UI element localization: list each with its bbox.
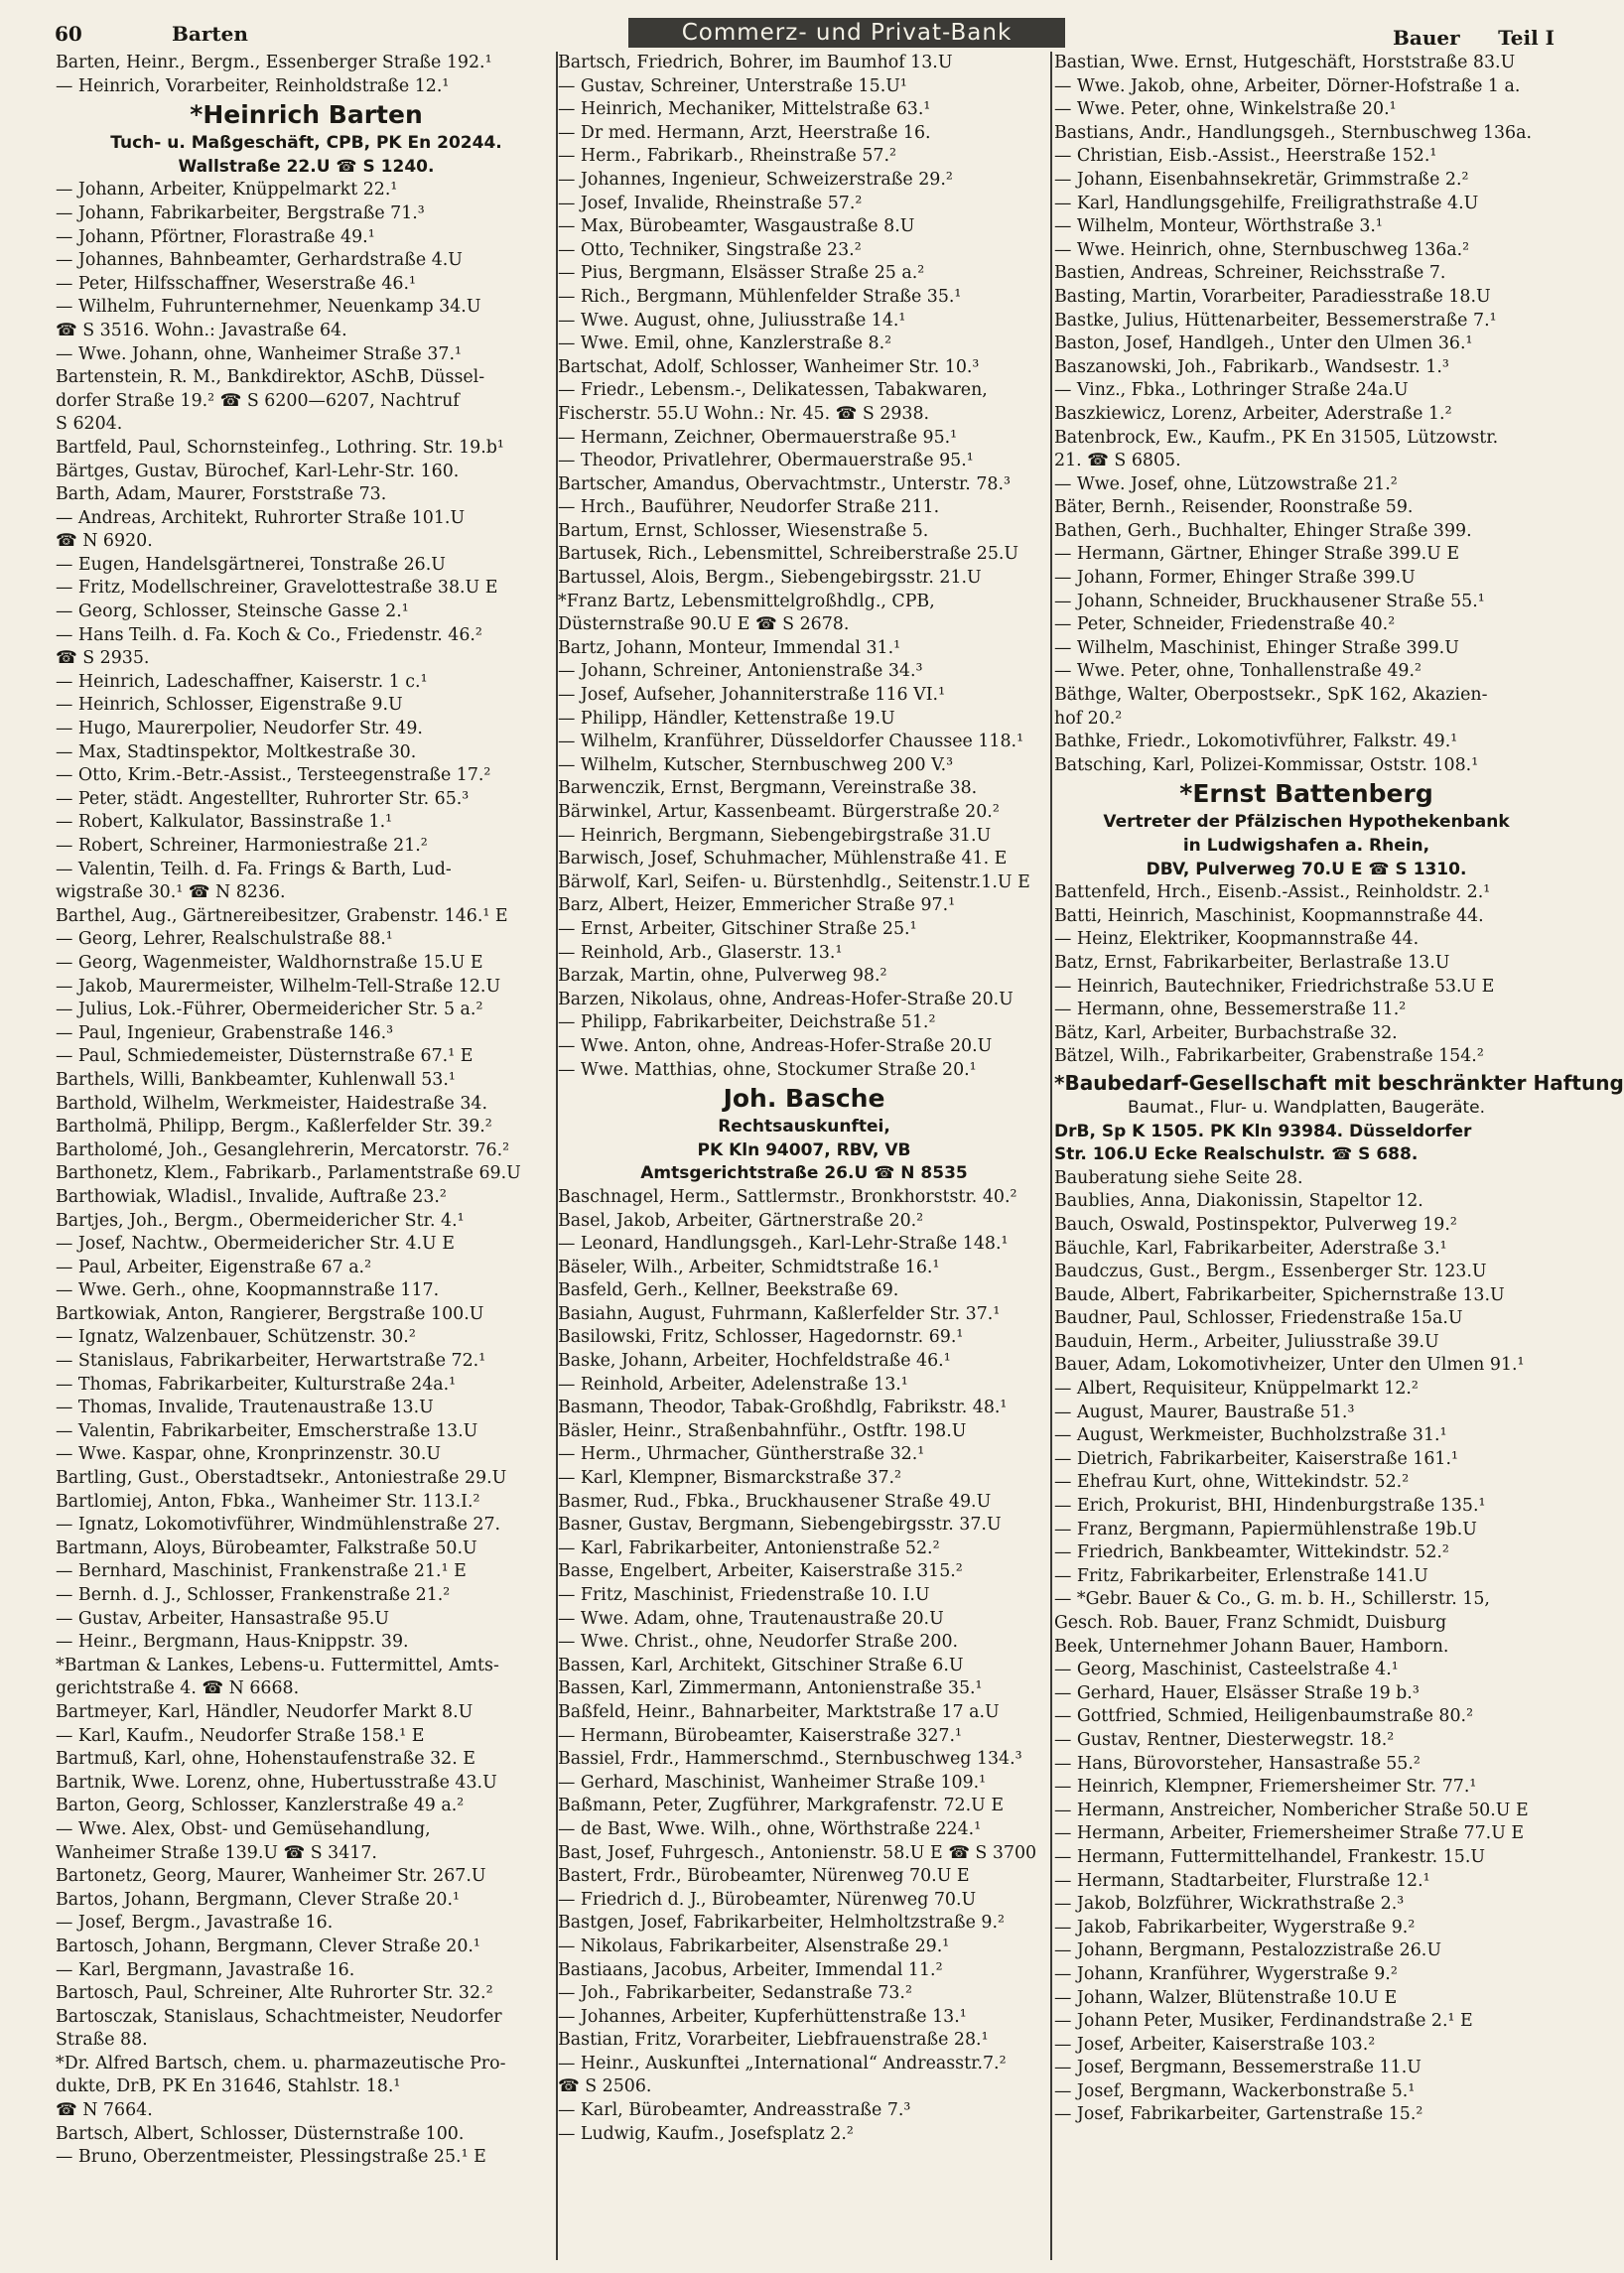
directory-entry-line: Barth, Adam, Maurer, Forststraße 73. (56, 484, 387, 505)
advert-line: Joh. Basche (723, 1084, 885, 1114)
directory-entry-line: wigstraße 30.¹ ☎ N 8236. (56, 882, 286, 903)
directory-entry-line: Fischerstr. 55.U Wohn.: Nr. 45. ☎ S 2938. (558, 403, 930, 424)
directory-entry-line: — Wwe. Kaspar, ohne, Kronprinzenstr. 30.U (56, 1444, 442, 1465)
directory-entry-line: Straße 88. (56, 2030, 148, 2051)
directory-entry-line: — Albert, Requisiteur, Knüppelmarkt 12.² (1054, 1379, 1419, 1400)
directory-entry-line: — Heinrich, Schlosser, Eigenstraße 9.U (56, 695, 403, 716)
directory-entry-line: — Josef, Fabrikarbeiter, Gartenstraße 15.² (1054, 2104, 1423, 2125)
directory-entry-line: — Max, Bürobeamter, Wasgaustraße 8.U (558, 216, 915, 237)
advert-line: Vertreter der Pfälzischen Hypothekenbank (1103, 812, 1510, 833)
directory-entry-line: Basfeld, Gerh., Kellner, Beekstraße 69. (558, 1280, 899, 1301)
directory-entry-line: — Wwe. Heinrich, ohne, Sternbuschweg 136a.² (1054, 239, 1470, 260)
directory-entry-line: — Ehefrau Kurt, ohne, Wittekindstr. 52.² (1054, 1472, 1410, 1493)
directory-entry-line: — Wwe. Anton, ohne, Andreas-Hofer-Straße 20.U (558, 1035, 993, 1056)
directory-entry-line: gerichtstraße 4. ☎ N 6668. (56, 1678, 300, 1699)
directory-entry-line: Basmann, Theodor, Tabak-Großhdlg, Fabrikstr. 48.¹ (558, 1398, 1008, 1418)
directory-entry-line: dukte, DrB, PK En 31646, Stahlstr. 18.¹ (56, 2076, 401, 2097)
directory-entry-line: — Theodor, Privatlehrer, Obermauerstraße 95.¹ (558, 451, 974, 471)
directory-entry-line: Bartmeyer, Karl, Händler, Neudorfer Markt 8.U (56, 1701, 474, 1722)
directory-entry-line: — Karl, Kaufm., Neudorfer Straße 158.¹ E (56, 1725, 425, 1746)
directory-entry-line: — Wwe. Josef, ohne, Lützowstraße 21.² (1054, 473, 1398, 494)
directory-entry-line: Barwenczik, Ernst, Bergmann, Vereinstraße 38. (558, 778, 978, 799)
directory-entry-line: — Ludwig, Kaufm., Josefsplatz 2.² (558, 2123, 854, 2144)
directory-entry-line: Bartnik, Wwe. Lorenz, ohne, Hubertusstraße 43.U (56, 1772, 497, 1793)
directory-entry-line: Bastien, Andreas, Schreiner, Reichsstraße 7. (1054, 263, 1446, 284)
directory-entry-line: Bärwolf, Karl, Seifen- u. Bürstenhdlg., Seitenstr.1.U E (558, 871, 1030, 892)
directory-entry-line: Bauch, Oswald, Postinspektor, Pulverweg 19.² (1054, 1214, 1457, 1235)
directory-entry-line: — August, Maurer, Baustraße 51.³ (1054, 1402, 1355, 1422)
directory-entry-line: — Hugo, Maurerpolier, Neudorfer Str. 49. (56, 719, 423, 739)
directory-entry-line: — Fritz, Fabrikarbeiter, Erlenstraße 141.U (1054, 1565, 1428, 1586)
directory-entry-line: — August, Werkmeister, Buchholzstraße 31.¹ (1054, 1425, 1447, 1446)
advert-line: PK Kln 94007, RBV, VB (697, 1139, 911, 1160)
directory-entry-line: — Wilhelm, Monteur, Wörthstraße 3.¹ (1054, 216, 1383, 237)
directory-entry-line: — Bernh. d. J., Schlosser, Frankenstraße 21.² (56, 1585, 451, 1605)
column-right (1054, 52, 1624, 2260)
directory-entry-line: — Friedrich d. J., Bürobeamter, Nürenweg 70.U (558, 1889, 977, 1910)
directory-entry-line: Barzak, Martin, ohne, Pulverweg 98.² (558, 966, 887, 987)
directory-entry-line: hof 20.² (1054, 708, 1123, 729)
advert-line: Str. 106.U Ecke Realschulstr. ☎ S 688. (1054, 1144, 1419, 1165)
directory-entry-line: — Johann Peter, Musiker, Ferdinandstraße 2.¹ E (1054, 2011, 1473, 2032)
directory-entry-line: Baßmann, Peter, Zugführer, Markgrafenstr. 72.U E (558, 1796, 1005, 1816)
directory-entry-line: Bäter, Bernh., Reisender, Roonstraße 59. (1054, 497, 1414, 518)
directory-entry-line: Bastiaans, Jacobus, Arbeiter, Immendal 11.² (558, 1959, 943, 1980)
directory-entry-line: — Karl, Fabrikarbeiter, Antonienstraße 52.² (558, 1538, 940, 1558)
directory-entry-line: Bartum, Ernst, Schlosser, Wiesenstraße 5. (558, 520, 929, 541)
directory-entry-line: Barton, Georg, Schlosser, Kanzlerstraße 49 a.² (56, 1796, 465, 1816)
directory-entry-line: — Hermann, Futtermittelhandel, Frankestr. 15.U (1054, 1846, 1486, 1867)
directory-entry-line: — Johann, Arbeiter, Knüppelmarkt 22.¹ (56, 180, 398, 201)
directory-entry-line: — Dietrich, Fabrikarbeiter, Kaiserstraße 161.¹ (1054, 1448, 1458, 1469)
directory-entry-line: — Hermann, Arbeiter, Friemersheimer Straße 77.U E (1054, 1823, 1525, 1844)
directory-entry-line: Basse, Engelbert, Arbeiter, Kaiserstraße 315.² (558, 1561, 963, 1582)
directory-entry-line: Basel, Jakob, Arbeiter, Gärtnerstraße 20.² (558, 1210, 924, 1231)
directory-entry-line: Bastian, Wwe. Ernst, Hutgeschäft, Horststraße 83.U (1054, 53, 1516, 72)
directory-entry-line: Bastian, Fritz, Vorarbeiter, Liebfrauenstraße 28.¹ (558, 2030, 989, 2051)
directory-entry-line: — Hermann, ohne, Bessemerstraße 11.² (1054, 1000, 1407, 1020)
directory-entry-line: — Hermann, Stadtarbeiter, Flurstraße 12.¹ (1054, 1870, 1430, 1891)
directory-entry-line: Bartsch, Albert, Schlosser, Düsternstraße 100. (56, 2123, 465, 2144)
directory-entry-line: — Josef, Bergmann, Wackerbonstraße 5.¹ (1054, 2080, 1416, 2101)
directory-entry-line: Baudner, Paul, Schlosser, Friedenstraße 15a.U (1054, 1308, 1463, 1329)
directory-entry-line: — Heinr., Auskunftei „International“ Andreasstr.7.² (558, 2053, 1007, 2073)
directory-entry-line: — Karl, Klempner, Bismarckstraße 37.² (558, 1468, 902, 1489)
directory-entry-line: — Heinrich, Ladeschaffner, Kaiserstr. 1 c.¹ (56, 671, 428, 692)
directory-entry-line: — Philipp, Fabrikarbeiter, Deichstraße 51.² (558, 1012, 936, 1033)
directory-entry-line: — Hermann, Zeichner, Obermauerstraße 95.¹ (558, 427, 958, 448)
directory-entry-line: — Josef, Invalide, Rheinstraße 57.² (558, 193, 863, 213)
directory-entry-line: Bartling, Gust., Oberstadtsekr., Antoniestraße 29.U (56, 1468, 507, 1489)
directory-entry-line: Basilowski, Fritz, Schlosser, Hagedornstr. 69.¹ (558, 1327, 964, 1348)
directory-entry-line: — Georg, Schlosser, Steinsche Gasse 2.¹ (56, 602, 409, 622)
directory-entry-line: — Johann, Schneider, Bruckhausener Straße 55.¹ (1054, 591, 1485, 611)
directory-entry-line: — Karl, Bürobeamter, Andreasstraße 7.³ (558, 2100, 911, 2121)
directory-entry-line: — Hermann, Anstreicher, Nombericher Straße 50.U E (1054, 1800, 1529, 1820)
directory-entry-line: — Peter, städt. Angestellter, Ruhrorter Str. 65.³ (56, 788, 470, 809)
directory-entry-line: Düsternstraße 90.U E ☎ S 2678. (558, 614, 850, 635)
directory-entry-line: Batz, Ernst, Fabrikarbeiter, Berlastraße 13.U (1054, 952, 1450, 973)
directory-entry-line: — Otto, Krim.-Betr.-Assist., Tersteegenstraße 17.² (56, 765, 491, 786)
directory-entry-line: Barthowiak, Wladisl., Invalide, Auftraße 23.² (56, 1186, 447, 1207)
directory-entry-line: — Georg, Maschinist, Casteelstraße 4.¹ (1054, 1660, 1399, 1680)
advert-line: Baumat., Flur- u. Wandplatten, Baugeräte. (1127, 1097, 1486, 1118)
directory-entry-line: Baske, Johann, Arbeiter, Hochfeldstraße 46.¹ (558, 1351, 951, 1372)
directory-entry-line: — Valentin, Teilh. d. Fa. Frings & Barth, Lud- (56, 859, 452, 879)
directory-entry-line: — Hermann, Gärtner, Ehinger Straße 399.U E (1054, 544, 1460, 565)
directory-entry-line: — Pius, Bergmann, Elsässer Straße 25 a.² (558, 263, 925, 284)
directory-entry-line: Bastians, Andr., Handlungsgeh., Sternbuschweg 136a. (1054, 122, 1532, 143)
directory-entry-line: Bäthge, Walter, Oberpostsekr., SpK 162, Akazien- (1054, 685, 1488, 706)
directory-entry-line: — Wwe. Adam, ohne, Trautenaustraße 20.U (558, 1608, 944, 1629)
directory-entry-line: — Josef, Arbeiter, Kaiserstraße 103.² (1054, 2034, 1376, 2055)
directory-entry-line: Bärwinkel, Artur, Kassenbeamt. Bürgerstraße 20.² (558, 802, 1000, 822)
directory-entry-line: — Bruno, Oberzentmeister, Plessingstraße 25.¹ E (56, 2147, 486, 2168)
directory-entry-line: Bathke, Friedr., Lokomotivführer, Falkstr. 49.¹ (1054, 732, 1458, 752)
page-number: 60 (55, 22, 82, 46)
page-header (55, 18, 1555, 52)
directory-entry-line: Baude, Albert, Fabrikarbeiter, Spichernstraße 13.U (1054, 1284, 1505, 1305)
directory-entry-line: — Joh., Fabrikarbeiter, Sedanstraße 73.² (558, 1983, 912, 2004)
directory-entry-line: — Heinrich, Mechaniker, Mittelstraße 63.¹ (558, 99, 931, 120)
directory-entry-line: Battenfeld, Hrch., Eisenb.-Assist., Reinholdstr. 2.¹ (1054, 882, 1491, 903)
directory-entry-line: — Johann, Walzer, Blütenstraße 10.U E (1054, 1987, 1398, 2008)
directory-entry-line: — Vinz., Fbka., Lothringer Straße 24a.U (1054, 380, 1409, 401)
directory-entry-line: — Wilhelm, Fuhrunternehmer, Neuenkamp 34.U (56, 297, 481, 318)
directory-entry-line: Bäuchle, Karl, Fabrikarbeiter, Aderstraße 3.¹ (1054, 1238, 1447, 1259)
directory-entry-line: Bauduin, Herm., Arbeiter, Juliusstraße 39.U (1054, 1331, 1439, 1352)
directory-entry-line: — Valentin, Fabrikarbeiter, Emscherstraße 13.U (56, 1420, 478, 1441)
directory-entry-line: Bauberatung siehe Seite 28. (1054, 1167, 1303, 1188)
directory-entry-line: — Erich, Prokurist, BHI, Hindenburgstraße 135.¹ (1054, 1496, 1486, 1517)
directory-entry-line: — Johann, Fabrikarbeiter, Bergstraße 71.³ (56, 202, 425, 223)
bank-advert-banner: Commerz- und Privat-Bank (628, 18, 1065, 48)
directory-entry-line: Baudczus, Gust., Bergm., Essenberger Str. 123.U (1054, 1262, 1487, 1282)
directory-entry-line: Bartos, Johann, Bergmann, Clever Straße 20.¹ (56, 1889, 460, 1910)
directory-entry-line: — Christian, Eisb.-Assist., Heerstraße 152.¹ (1054, 146, 1437, 167)
directory-entry-line: — Peter, Hilfsschaffner, Weserstraße 46.¹ (56, 273, 416, 294)
directory-entry-line: — Julius, Lok.-Führer, Obermeidericher Str. 5 a.² (56, 1000, 483, 1020)
directory-entry-line: Baszkiewicz, Lorenz, Arbeiter, Aderstraße 1.² (1054, 403, 1452, 424)
running-head-left: Barten (172, 22, 248, 46)
directory-entry-line: — Johann, Kranführer, Wygerstraße 9.² (1054, 1963, 1398, 1984)
directory-entry-line: Bartosch, Johann, Bergmann, Clever Straße 20.¹ (56, 1936, 480, 1956)
directory-entry-line: Basting, Martin, Vorarbeiter, Paradiesstraße 18.U (1054, 286, 1491, 307)
directory-entry-line: — Paul, Arbeiter, Eigenstraße 67 a.² (56, 1257, 372, 1277)
directory-entry-line: Bastke, Julius, Hüttenarbeiter, Bessemerstraße 7.¹ (1054, 310, 1497, 331)
directory-entry-line: Bartenstein, R. M., Bankdirektor, ASchB, Düssel- (56, 367, 485, 388)
directory-entry-line: — Fritz, Maschinist, Friedenstraße 10. I.U (558, 1585, 930, 1605)
directory-entry-line: — Josef, Nachtw., Obermeidericher Str. 4.U E (56, 1234, 455, 1255)
directory-entry-line: Bartusek, Rich., Lebensmittel, Schreiberstraße 25.U (558, 544, 1019, 565)
directory-entry-line: — Otto, Techniker, Singstraße 23.² (558, 239, 862, 260)
directory-entry-line: — Johann, Bergmann, Pestalozzistraße 26.U (1054, 1940, 1441, 1961)
column-left (56, 52, 557, 2260)
directory-entry-line: — Gerhard, Maschinist, Wanheimer Straße 109.¹ (558, 1772, 987, 1793)
directory-entry-line: Baston, Josef, Handlgeh., Unter den Ulmen 36.¹ (1054, 334, 1473, 354)
directory-entry-line: Gesch. Rob. Bauer, Franz Schmidt, Duisburg (1054, 1613, 1447, 1633)
directory-entry-line: — Rich., Bergmann, Mühlenfelder Straße 35.¹ (558, 286, 962, 307)
directory-entry-line: Basner, Gustav, Bergmann, Siebengebirgsstr. 37.U (558, 1515, 1002, 1536)
directory-entry-line: Bartschat, Adolf, Schlosser, Wanheimer Str. 10.³ (558, 356, 980, 377)
directory-entry-line: Bäseler, Wilh., Arbeiter, Schmidtstraße 16.¹ (558, 1257, 940, 1277)
directory-entry-line: Bartscher, Amandus, Obervachtmstr., Unterstr. 78.³ (558, 473, 1011, 494)
directory-entry-line: — Reinhold, Arbeiter, Adelenstraße 13.¹ (558, 1374, 908, 1395)
directory-entry-line: — Georg, Lehrer, Realschulstraße 88.¹ (56, 929, 393, 950)
column-middle (558, 52, 1050, 2260)
advert-line: Rechtsauskunftei, (718, 1117, 890, 1137)
directory-entry-line: — Bernhard, Maschinist, Frankenstraße 21.¹ E (56, 1561, 467, 1582)
directory-entry-line: Bassen, Karl, Architekt, Gitschiner Straße 6.U (558, 1655, 964, 1675)
directory-entry-line: Batenbrock, Ew., Kaufm., PK En 31505, Lützowstr. (1054, 427, 1499, 448)
directory-entry-line: — Stanislaus, Fabrikarbeiter, Herwartstraße 72.¹ (56, 1351, 486, 1372)
directory-entry-line: — Wwe. Alex, Obst- und Gemüsehandlung, (56, 1818, 431, 1839)
directory-entry-line: — Johann, Schreiner, Antonienstraße 34.³ (558, 661, 923, 682)
directory-entry-line: Bassen, Karl, Zimmermann, Antonienstraße 35.¹ (558, 1678, 983, 1699)
directory-entry-line: — Thomas, Invalide, Trautenaustraße 13.U (56, 1398, 434, 1418)
directory-entry-line: Baszanowski, Joh., Fabrikarb., Wandsestr. 1.³ (1054, 356, 1449, 377)
directory-entry-line: Batti, Heinrich, Maschinist, Koopmannstraße 44. (1054, 905, 1484, 926)
directory-entry-line: Bast, Josef, Fuhrgesch., Antonienstr. 58.U E ☎ S 3700 (558, 1842, 1037, 1863)
directory-entry-line: Batsching, Karl, Polizei-Kommissar, Oststr. 108.¹ (1054, 754, 1479, 775)
directory-entry-line: ☎ N 7664. (56, 2100, 153, 2121)
directory-entry-line: — Heinrich, Klempner, Friemersheimer Str. 77.¹ (1054, 1777, 1477, 1798)
directory-entry-line: — Peter, Schneider, Friedenstraße 40.² (1054, 614, 1396, 635)
directory-entry-line: Bätzel, Wilh., Fabrikarbeiter, Grabenstraße 154.² (1054, 1046, 1484, 1067)
directory-entry-line: — Wilhelm, Kutscher, Sternbuschweg 200 V.³ (558, 754, 954, 775)
directory-entry-line: — Paul, Ingenieur, Grabenstraße 146.³ (56, 1022, 394, 1043)
directory-entry-line: — Friedr., Lebensm.-, Delikatessen, Tabakwaren, (558, 380, 988, 401)
directory-entry-line: — Friedrich, Bankbeamter, Wittekindstr. 52.² (1054, 1542, 1449, 1563)
directory-entry-line: — Max, Stadtinspektor, Moltkestraße 30. (56, 741, 417, 762)
directory-entry-line: — Gottfried, Schmied, Heiligenbaumstraße 80.² (1054, 1706, 1474, 1727)
directory-entry-line: Basiahn, August, Fuhrmann, Kaßlerfelder Str. 37.¹ (558, 1303, 1001, 1324)
advert-line: *Ernst Battenberg (1179, 779, 1433, 809)
directory-entry-line: — Philipp, Händler, Kettenstraße 19.U (558, 708, 895, 729)
directory-entry-line: Bartonetz, Georg, Maurer, Wanheimer Str. 267.U (56, 1866, 486, 1887)
directory-entry-line: Bartosch, Paul, Schreiner, Alte Ruhrorter Str. 32.² (56, 1983, 493, 2004)
advert-line: DrB, Sp K 1505. PK Kln 93984. Düsseldorfer (1054, 1121, 1472, 1141)
directory-entry-line: Bastert, Frdr., Bürobeamter, Nürenweg 70.U E (558, 1866, 970, 1887)
directory-entry-line: Barthold, Wilhelm, Werkmeister, Haidestraße 34. (56, 1093, 487, 1114)
directory-entry-line: — Wilhelm, Maschinist, Ehinger Straße 399.U (1054, 637, 1459, 658)
advert-line: *Baubedarf-Gesellschaft mit beschränkter Haftung (1054, 1070, 1624, 1095)
directory-entry-line: Bastgen, Josef, Fabrikarbeiter, Helmholtzstraße 9.² (558, 1913, 1005, 1934)
directory-entry-line: — Jakob, Maurermeister, Wilhelm-Tell-Straße 12.U (56, 976, 501, 997)
directory-entry-line: — Ignatz, Lokomotivführer, Windmühlenstraße 27. (56, 1515, 501, 1536)
directory-entry-line: ☎ S 3516. Wohn.: Javastraße 64. (56, 320, 347, 340)
directory-entry-line: — Hans Teilh. d. Fa. Koch & Co., Friedenstr. 46.² (56, 624, 482, 645)
directory-entry-line: — Heinr., Bergmann, Haus-Knippstr. 39. (56, 1632, 409, 1653)
directory-entry-line: Bassiel, Frdr., Hammerschmd., Sternbuschweg 134.³ (558, 1749, 1022, 1770)
directory-entry-line: — Gustav, Arbeiter, Hansastraße 95.U (56, 1608, 390, 1629)
directory-entry-line: — Franz, Bergmann, Papiermühlenstraße 19b.U (1054, 1519, 1477, 1539)
directory-entry-line: Bäsler, Heinr., Straßenbahnführ., Ostftr. 198.U (558, 1420, 967, 1441)
directory-entry-line: — Jakob, Bolzführer, Wickrathstraße 2.³ (1054, 1894, 1405, 1915)
directory-entry-line: — de Bast, Wwe. Wilh., ohne, Wörthstraße 224.¹ (558, 1818, 982, 1839)
directory-entry-line: Baßfeld, Heinr., Bahnarbeiter, Marktstraße 17 a.U (558, 1701, 1000, 1722)
advert-line: *Heinrich Barten (190, 100, 423, 130)
directory-entry-line: — Wwe. Christ., ohne, Neudorfer Straße 200. (558, 1632, 959, 1653)
directory-entry-line: Bartz, Johann, Monteur, Immendal 31.¹ (558, 637, 901, 658)
directory-entry-line: Baschnagel, Herm., Sattlermstr., Bronkhorststr. 40.² (558, 1186, 1017, 1207)
directory-entry-line: — Herm., Uhrmacher, Güntherstraße 32.¹ (558, 1444, 925, 1465)
directory-entry-line: Bartkowiak, Anton, Rangierer, Bergstraße 100.U (56, 1303, 484, 1324)
directory-entry-line: — Johann, Pförtner, Florastraße 49.¹ (56, 226, 375, 247)
directory-entry-line: Baublies, Anna, Diakonissin, Stapeltor 12. (1054, 1191, 1423, 1212)
directory-entry-line: 21. ☎ S 6805. (1054, 451, 1181, 471)
directory-entry-line: — Heinrich, Bergmann, Siebengebirgstraße 31.U (558, 825, 992, 846)
directory-entry-line: Bartmuß, Karl, ohne, Hohenstaufenstraße 32. E (56, 1749, 475, 1770)
directory-entry-line: Bartmann, Aloys, Bürobeamter, Falkstraße 50.U (56, 1538, 477, 1558)
directory-entry-line: *Dr. Alfred Bartsch, chem. u. pharmazeutische Pro- (56, 2053, 506, 2073)
running-head-right: Bauer (1393, 26, 1460, 50)
directory-entry-line: Bartfeld, Paul, Schornsteinfeg., Lothring. Str. 19.b¹ (56, 437, 504, 458)
directory-entry-line: — Karl, Handlungsgehilfe, Freiligrathstraße 4.U (1054, 193, 1479, 213)
directory-entry-line: — Johannes, Bahnbeamter, Gerhardstraße 4.U (56, 250, 463, 271)
directory-entry-line: — Heinz, Elektriker, Koopmannstraße 44. (1054, 929, 1420, 950)
directory-entry-line: Barthel, Aug., Gärtnereibesitzer, Grabenstr. 146.¹ E (56, 905, 508, 926)
directory-entry-line: — Johannes, Arbeiter, Kupferhüttenstraße 13.¹ (558, 2006, 967, 2027)
part-label: Teil I (1498, 26, 1555, 50)
directory-entry-line: — Wwe. Matthias, ohne, Stockumer Straße 20.¹ (558, 1059, 977, 1080)
directory-entry-line: — Heinrich, Vorarbeiter, Reinholdstraße 12.¹ (56, 75, 450, 96)
directory-entry-line: Beek, Unternehmer Johann Bauer, Hamborn. (1054, 1636, 1449, 1657)
directory-entry-line: Bartholomé, Joh., Gesanglehrerin, Mercatorstr. 76.² (56, 1139, 510, 1160)
directory-entry-line: Bartlomiej, Anton, Fbka., Wanheimer Str. 113.I.² (56, 1491, 480, 1512)
advert-line: Tuch- u. Maßgeschäft, CPB, PK En 20244. (110, 133, 502, 154)
directory-entry-line: Bauer, Adam, Lokomotivheizer, Unter den Ulmen 91.¹ (1054, 1355, 1525, 1376)
directory-entry-line: — *Gebr. Bauer & Co., G. m. b. H., Schillerstr. 15, (1054, 1589, 1490, 1610)
directory-entry-line: — Heinrich, Bautechniker, Friedrichstraße 53.U E (1054, 976, 1495, 997)
directory-entry-line: — Gustav, Rentner, Diesterwegstr. 18.² (1054, 1729, 1395, 1750)
directory-entry-line: — Paul, Schmiedemeister, Düsternstraße 67.¹ E (56, 1046, 474, 1067)
directory-entry-line: dorfer Straße 19.² ☎ S 6200—6207, Nachtruf (56, 390, 460, 411)
directory-entry-line: ☎ S 2935. (56, 648, 150, 669)
directory-entry-line: — Ernst, Arbeiter, Gitschiner Straße 25.¹ (558, 918, 917, 939)
advert-line: in Ludwigshafen a. Rhein, (1182, 836, 1430, 856)
directory-entry-line: ☎ N 6920. (56, 531, 153, 552)
directory-entry-line: — Hermann, Bürobeamter, Kaiserstraße 327.¹ (558, 1725, 962, 1746)
directory-entry-line: — Herm., Fabrikarb., Rheinstraße 57.² (558, 146, 896, 167)
directory-entry-line: — Nikolaus, Fabrikarbeiter, Alsenstraße 29.¹ (558, 1936, 950, 1956)
directory-entry-line: — Thomas, Fabrikarbeiter, Kulturstraße 24a.¹ (56, 1374, 457, 1395)
directory-entry-line: — Robert, Schreiner, Harmoniestraße 21.² (56, 836, 428, 856)
directory-entry-line: — Wwe. Emil, ohne, Kanzlerstraße 8.² (558, 334, 892, 354)
directory-entry-line: Barthels, Willi, Bankbeamter, Kuhlenwall 53.¹ (56, 1069, 456, 1090)
directory-entry-line: — Karl, Bergmann, Javastraße 16. (56, 1959, 355, 1980)
directory-entry-line: — Andreas, Architekt, Ruhrorter Straße 101.U (56, 507, 466, 528)
directory-entry-line: — Reinhold, Arb., Glaserstr. 13.¹ (558, 942, 843, 963)
directory-entry-line: — Georg, Wagenmeister, Waldhornstraße 15.U E (56, 952, 483, 973)
directory-entry-line: — Fritz, Modellschreiner, Gravelottestraße 38.U E (56, 578, 498, 599)
directory-entry-line: — Hrch., Bauführer, Neudorfer Straße 211. (558, 497, 940, 518)
directory-entry-line: Bärtges, Gustav, Bürochef, Karl-Lehr-Str. 160. (56, 461, 460, 481)
directory-entry-line: — Josef, Bergm., Javastraße 16. (56, 1913, 334, 1934)
directory-entry-line: — Wilhelm, Kranführer, Düsseldorfer Chaussee 118.¹ (558, 732, 1024, 752)
directory-entry-line: — Wwe. Johann, ohne, Wanheimer Straße 37.¹ (56, 343, 462, 364)
directory-entry-line: Bathen, Gerh., Buchhalter, Ehinger Straße 399. (1054, 520, 1472, 541)
directory-entry-line: — Josef, Aufseher, Johanniterstraße 116 VI.¹ (558, 685, 946, 706)
directory-entry-line: S 6204. (56, 414, 123, 435)
advert-line: Wallstraße 22.U ☎ S 1240. (178, 156, 435, 177)
directory-entry-line: ☎ S 2506. (558, 2076, 652, 2097)
directory-entry-line: Barz, Albert, Heizer, Emmericher Straße 97.¹ (558, 895, 956, 916)
directory-entry-line: Barzen, Nikolaus, ohne, Andreas-Hofer-Straße 20.U (558, 989, 1014, 1009)
directory-entry-line: Barten, Heinr., Bergm., Essenberger Straße 192.¹ (56, 53, 492, 72)
directory-entry-line: Bartosczak, Stanislaus, Schachtmeister, Neudorfer (56, 2006, 502, 2027)
directory-entry-line: — Hans, Bürovorsteher, Hansastraße 55.² (1054, 1753, 1421, 1774)
directory-entry-line: — Dr med. Hermann, Arzt, Heerstraße 16. (558, 122, 931, 143)
directory-entry-line: — Wwe. Peter, ohne, Tonhallenstraße 49.² (1054, 661, 1421, 682)
directory-entry-line: Barthonetz, Klem., Fabrikarb., Parlamentstraße 69.U (56, 1163, 521, 1184)
directory-entry-line: — Johann, Former, Ehinger Straße 399.U (1054, 568, 1416, 589)
directory-entry-line: — Ignatz, Walzenbauer, Schützenstr. 30.² (56, 1327, 416, 1348)
directory-entry-line: Bartussel, Alois, Bergm., Siebengebirgsstr. 21.U (558, 568, 982, 589)
advert-line: Amtsgerichtstraße 26.U ☎ N 8535 (640, 1163, 968, 1184)
directory-entry-line: — Robert, Kalkulator, Bassinstraße 1.¹ (56, 812, 393, 833)
advert-line: DBV, Pulverweg 70.U E ☎ S 1310. (1146, 859, 1467, 879)
directory-entry-line: Bartholmä, Philipp, Bergm., Kaßlerfelder Str. 39.² (56, 1117, 492, 1137)
directory-entry-line: Bätz, Karl, Arbeiter, Burbachstraße 32. (1054, 1022, 1398, 1043)
directory-entry-line: — Josef, Bergmann, Bessemerstraße 11.U (1054, 2058, 1421, 2078)
directory-entry-line: — Gustav, Schreiner, Unterstraße 15.U¹ (558, 75, 907, 96)
directory-entry-line: Wanheimer Straße 139.U ☎ S 3417. (56, 1842, 377, 1863)
directory-entry-line: — Wwe. Jakob, ohne, Arbeiter, Dörner-Hofstraße 1 a. (1054, 75, 1521, 96)
directory-entry-line: — Wwe. Peter, ohne, Winkelstraße 20.¹ (1054, 99, 1397, 120)
directory-entry-line: Barwisch, Josef, Schuhmacher, Mühlenstraße 41. E (558, 849, 1008, 869)
directory-entry-line: *Franz Bartz, Lebensmittelgroßhdlg., CPB, (558, 591, 935, 611)
directory-entry-line: Bartsch, Friedrich, Bohrer, im Baumhof 13.U (558, 53, 953, 72)
directory-entry-line: *Bartman & Lankes, Lebens-u. Futtermittel, Amts- (56, 1655, 499, 1675)
directory-entry-line: — Johann, Eisenbahnsekretär, Grimmstraße 2.² (1054, 169, 1469, 190)
directory-entry-line: Bartjes, Joh., Bergm., Obermeidericher Str. 4.¹ (56, 1210, 465, 1231)
directory-entry-line: Basmer, Rud., Fbka., Bruckhausener Straße 49.U (558, 1491, 992, 1512)
column-divider (1050, 52, 1052, 2260)
directory-entry-line: — Wwe. August, ohne, Juliusstraße 14.¹ (558, 310, 906, 331)
directory-entry-line: — Wwe. Gerh., ohne, Koopmannstraße 117. (56, 1280, 440, 1301)
directory-entry-line: — Eugen, Handelsgärtnerei, Tonstraße 26.U (56, 554, 446, 575)
directory-entry-line: — Leonard, Handlungsgeh., Karl-Lehr-Straße 148.¹ (558, 1234, 1009, 1255)
directory-entry-line: — Gerhard, Hauer, Elsässer Straße 19 b.³ (1054, 1682, 1420, 1703)
directory-entry-line: — Johannes, Ingenieur, Schweizerstraße 29.² (558, 169, 953, 190)
directory-entry-line: — Jakob, Fabrikarbeiter, Wygerstraße 9.² (1054, 1917, 1416, 1938)
